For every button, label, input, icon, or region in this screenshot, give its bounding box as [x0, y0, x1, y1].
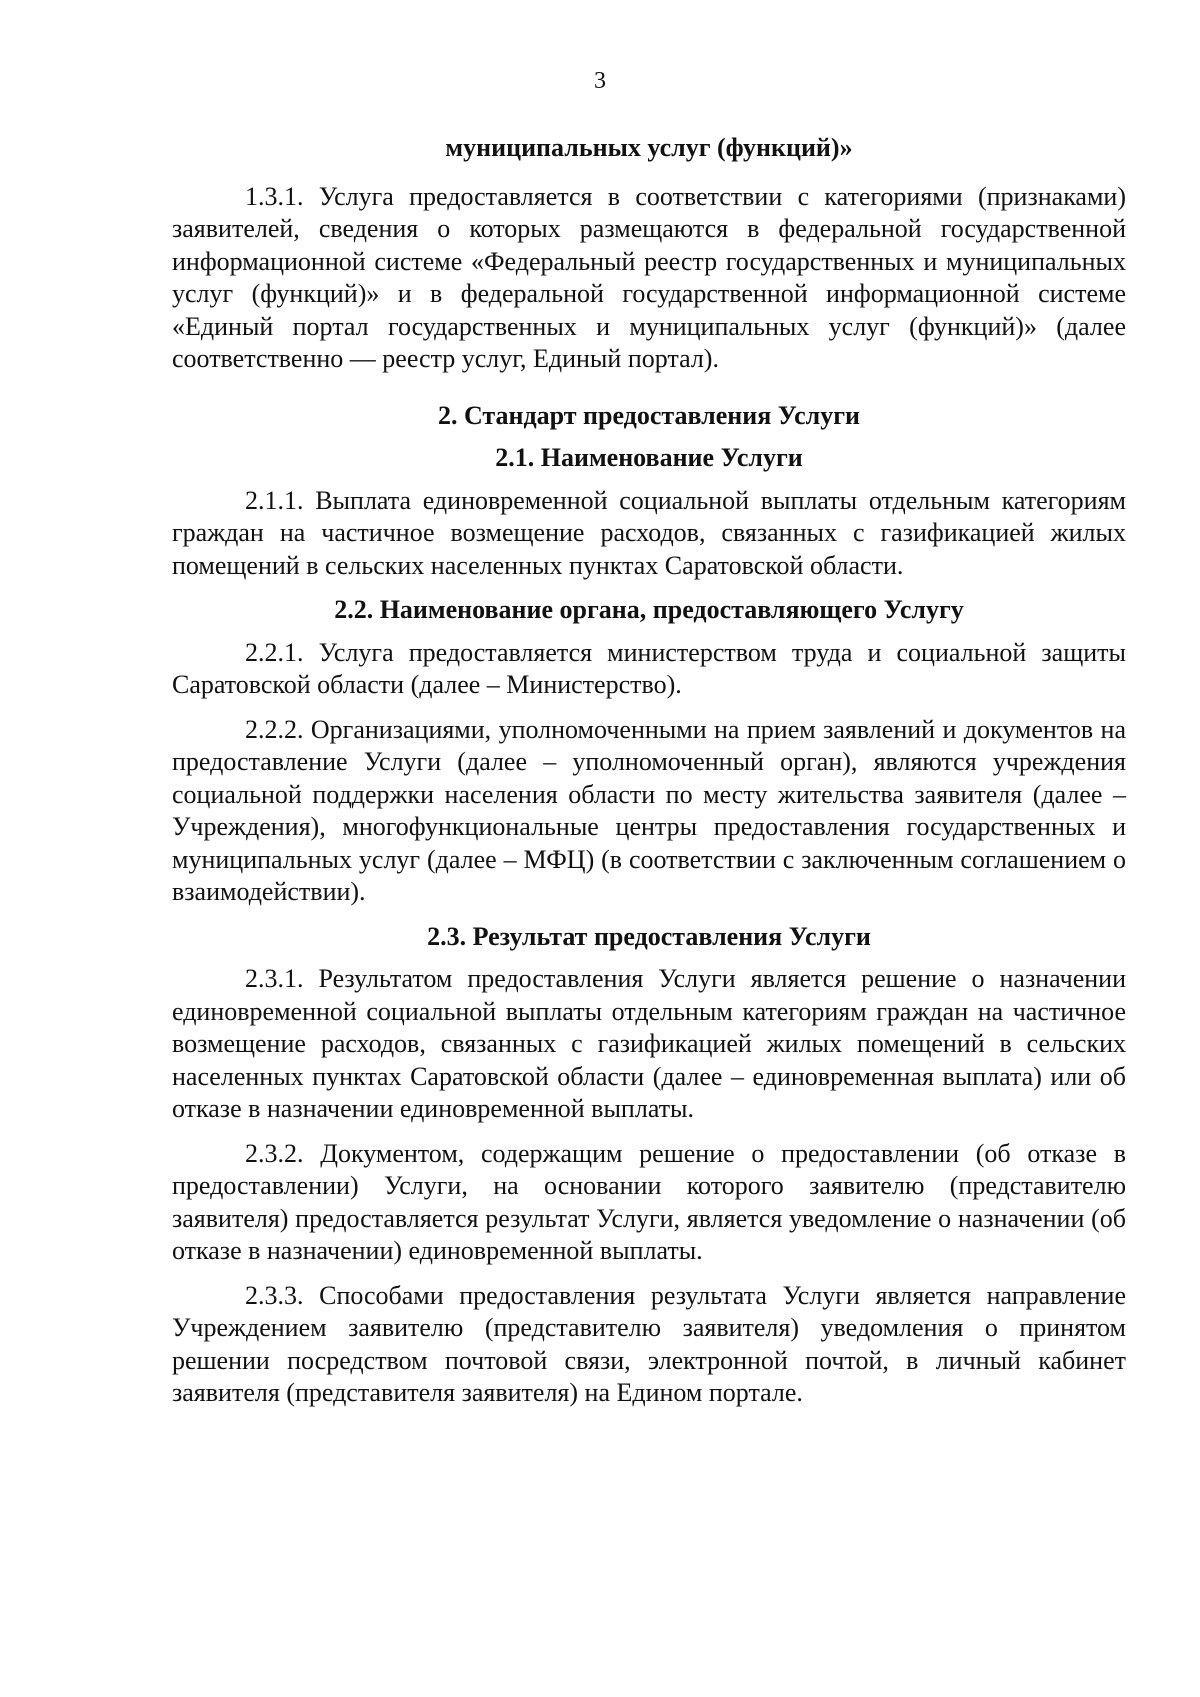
subsection-heading-2-3: 2.3. Результат предоставления Услуги	[427, 921, 871, 951]
continuation-heading: муниципальных услуг (функций)»	[445, 133, 853, 162]
paragraph-2-3-3: 2.3.3. Способами предоставления результата Услуги является направление Учреждением заявителю (представителю заявителя) уведомления о принятом решении посредством почтовой связи, электронной почтой, в личный кабинет заявителя (представителя заявителя) на Едином портале.	[172, 1280, 1126, 1407]
paragraph-2-2-1: 2.2.1. Услуга предоставляется министерством труда и социальной защиты Саратовской области (далее – Министерство).	[172, 637, 1126, 699]
paragraph-2-2-2: 2.2.2. Организациями, уполномоченными на прием заявлений и документов на предоставление Услуги (далее – уполномоченный орган), являются учреждения социальной поддержки населения области по месту жительства заявителя (далее – Учреждения), многофункциональные центры предоставления государственных и муниципальных услуг (далее – МФЦ) (в соответствии с заключенным соглашением о взаимодействии).	[172, 714, 1126, 906]
paragraph-1-3-1: 1.3.1. Услуга предоставляется в соответствии с категориями (признаками) заявителей, сведения о которых размещаются в федеральной государственной информационной системе «Федеральный реестр государственных и муниципальных услуг (функций)» и в федеральной государственной информационной системе «Единый портал государственных и муниципальных услуг (функций)» (далее соответственно — реестр услуг, Единый портал).	[172, 181, 1126, 373]
document-body	[172, 132, 1126, 1410]
subsection-heading-2-1: 2.1. Наименование Услуги	[495, 443, 803, 472]
paragraph-2-3-2: 2.3.2. Документом, содержащим решение о предоставлении (об отказе в предоставлении) Услуги, на основании которого заявителю (представителю заявителя) предоставляется результат Услуги, является уведомление о назначении (об отказе в назначении) единовременной выплаты.	[172, 1138, 1126, 1265]
paragraph-2-1-1: 2.1.1. Выплата единовременной социальной выплаты отдельным категориям граждан на частичное возмещение расходов, связанных с газификацией жилых помещений в сельских населенных пунктах Саратовской области.	[172, 485, 1126, 580]
subsection-heading-2-2: 2.2. Наименование органа, предоставляющего Услугу	[334, 595, 964, 624]
paragraph-2-3-1: 2.3.1. Результатом предоставления Услуги является решение о назначении единовременной социальной выплаты отдельным категориям граждан на частичное возмещение расходов, связанных с газификацией жилых помещений в сельских населенных пунктах Саратовской области (далее – единовременная выплата) или об отказе в назначении единовременной выплаты.	[172, 964, 1126, 1123]
section-heading-2: 2. Стандарт предоставления Услуги	[437, 400, 860, 430]
page-number: 3	[594, 68, 606, 94]
